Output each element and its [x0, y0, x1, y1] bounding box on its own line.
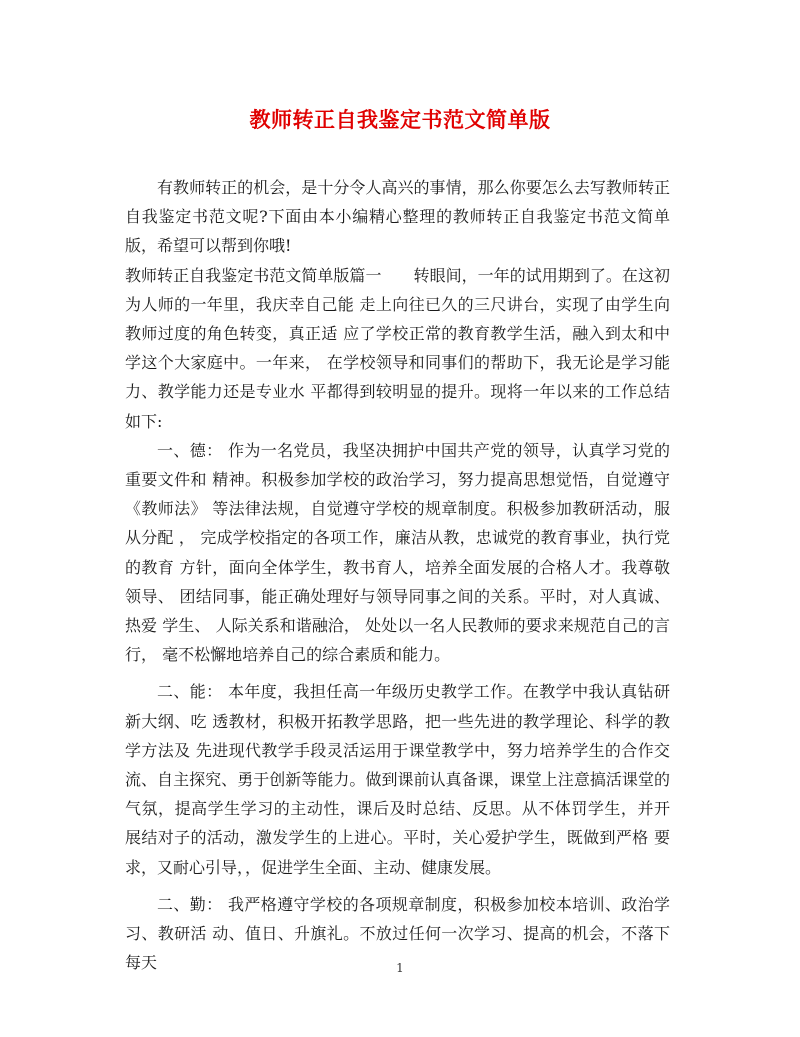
paragraph-morality: 一、德： 作为一名党员，我坚决拥护中国共产党的领导，认真学习党的重要文件和 精神。积极参加学校的政治学习，努力提高思想觉悟，自觉遵守《教师法》 等法律法规，自觉遵守学校的规章制度。积极参加教研活动，服从分配 ， 完成学校指定的各项工作，廉洁从教，忠诚党的教育事业，执行党的教育 方针，面向全体学生，教书育人，培养全面发展的合格人才。我尊敬领导、 团结同事，能正确处理好与领导同事之间的关系。平时，对人真诚、热爱 学生、 人际关系和谐融洽， 处处以一名人民教师的要求来规范自己的言行， 毫不松懈地培养自己的综合素质和能力。: [125, 440, 670, 665]
document-body: [125, 173, 670, 977]
paragraph-ability: 二、能： 本年度，我担任高一年级历史教学工作。在教学中我认真钻研新大纲、吃 透教材，积极开拓教学思路，把一些先进的教学理论、科学的教学方法及 先进现代教学手段灵活运用于课堂教学中，努力培养学生的合作交流、自主探究、勇于创新等能力。做到课前认真备课，课堂上注意搞活课堂的气氛，提高学生学习的主动性，课后及时总结、反思。从不体罚学生，并开 展结对子的活动，激发学生的上进心。平时，关心爱护学生，既做到严格 要求，又耐心引导，，促进学生全面、主动、健康发展。: [125, 682, 670, 877]
intro-paragraph: 有教师转正的机会，是十分令人高兴的事情，那么你要怎么去写教师转正自我鉴定书范文呢?下面由本小编精心整理的教师转正自我鉴定书范文简单版，希望可以帮到你哦!: [125, 178, 670, 256]
paragraph-diligence: 二、勤： 我严格遵守学校的各项规章制度，积极参加校本培训、政治学习、教研活 动、值日、升旗礼。不放过任何一次学习、提高的机会，不落下每天: [125, 894, 670, 973]
paragraph-article-one: 教师转正自我鉴定书范文简单版篇一 转眼间，一年的试用期到了。在这初为人师的一年里，我庆幸自己能 走上向往已久的三尺讲台，实现了由学生向教师过度的角色转变，真正适 应了学校正常的教育教学生活，融入到太和中学这个大家庭中。一年来， 在学校领导和同事们的帮助下，我无论是学习能力、教学能力还是专业水 平都得到较明显的提升。现将一年以来的工作总结如下:: [125, 265, 670, 431]
document-title: 教师转正自我鉴定书范文简单版: [249, 107, 551, 132]
page-number: 1: [396, 961, 404, 975]
